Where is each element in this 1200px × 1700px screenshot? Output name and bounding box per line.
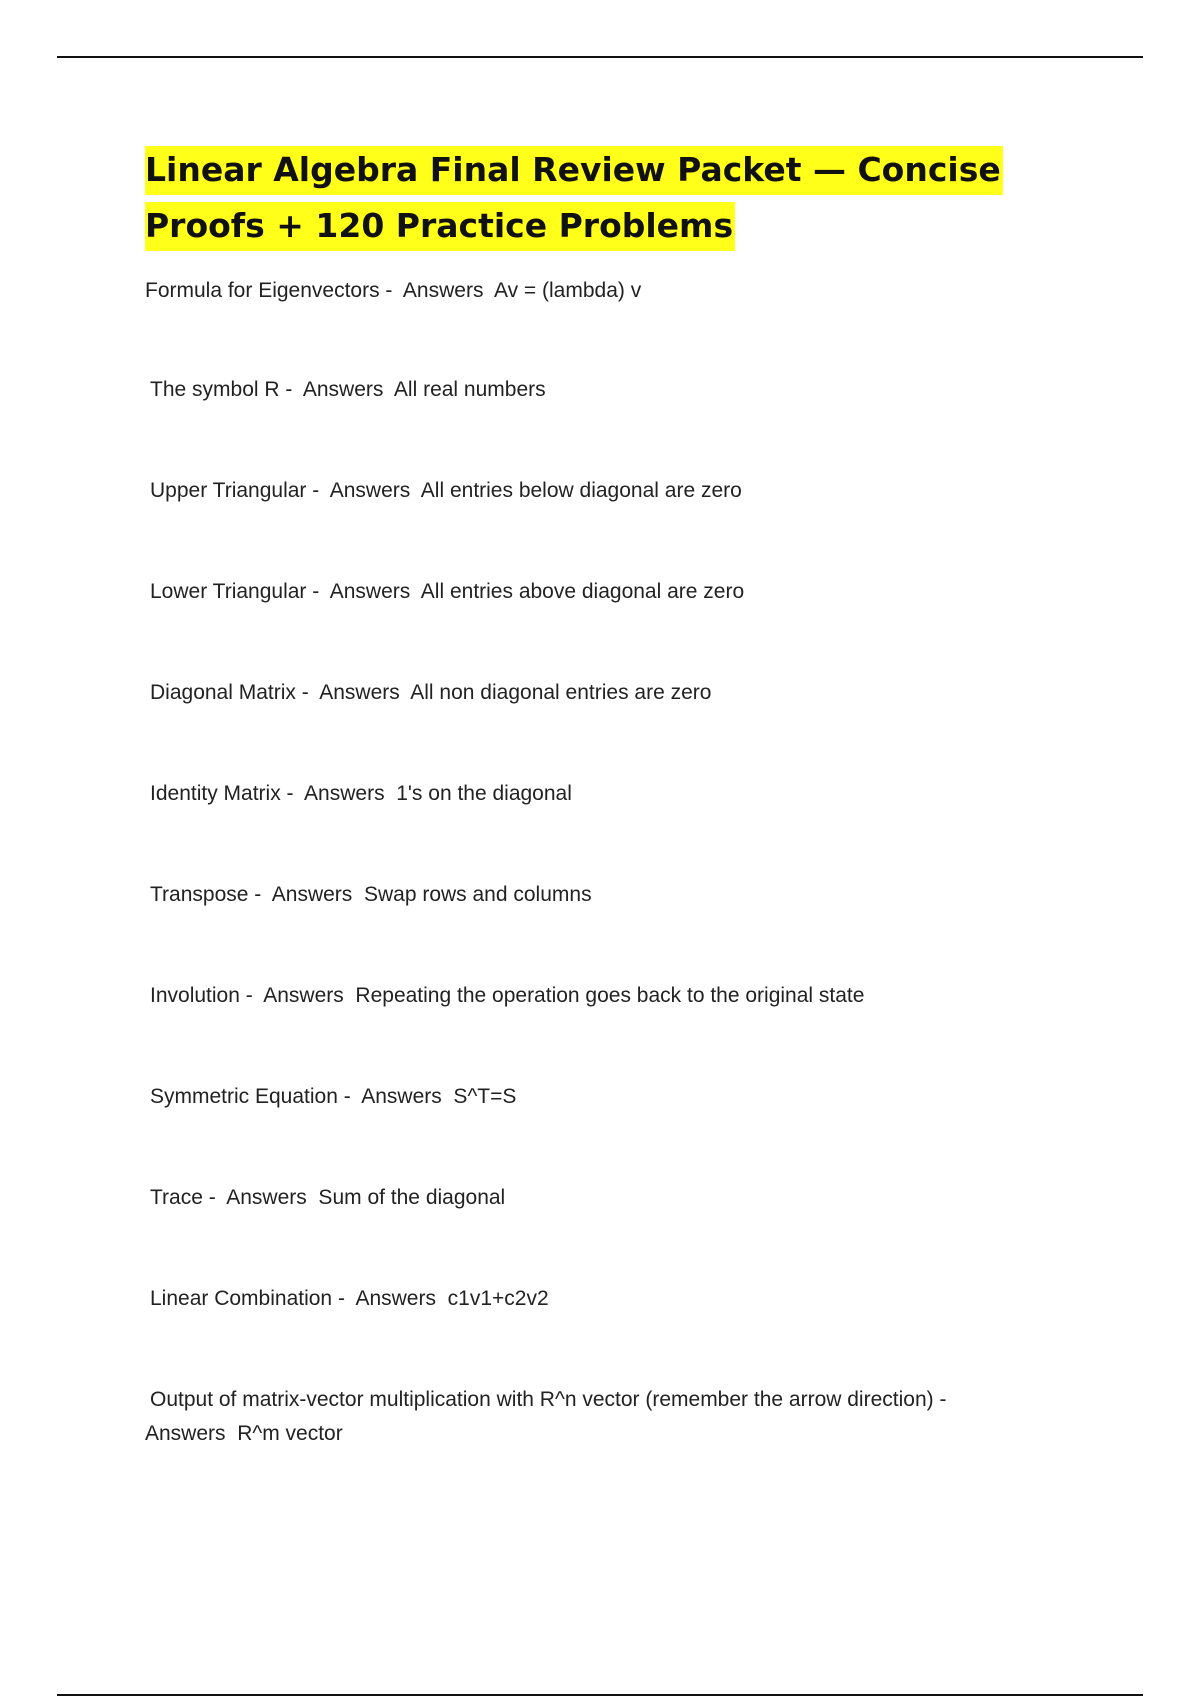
entry-symmetric-equation: Symmetric Equation - Answers S^T=S xyxy=(150,1085,517,1108)
entry-eigenvectors: Formula for Eigenvectors - Answers Av = (lambda) v xyxy=(145,279,642,302)
footer-rule xyxy=(57,1694,1143,1696)
document-title xyxy=(145,142,1075,254)
entry-trace: Trace - Answers Sum of the diagonal xyxy=(150,1186,506,1209)
header-rule xyxy=(57,56,1143,58)
entry-upper-triangular: Upper Triangular - Answers All entries below diagonal are zero xyxy=(150,479,742,502)
entry-lower-triangular: Lower Triangular - Answers All entries above diagonal are zero xyxy=(150,580,745,603)
entry-diagonal-matrix: Diagonal Matrix - Answers All non diagonal entries are zero xyxy=(150,681,712,704)
entry-symbol-r: The symbol R - Answers All real numbers xyxy=(150,378,546,401)
entry-matrix-vector-output: Output of matrix-vector multiplication with R^n vector (remember the arrow direction) - Answers R^m vector xyxy=(145,1388,952,1445)
entry-transpose: Transpose - Answers Swap rows and columns xyxy=(150,883,592,906)
title-highlight: Linear Algebra Final Review Packet — Concise Proofs + 120 Practice Problems xyxy=(145,146,1003,251)
entry-linear-combination: Linear Combination - Answers c1v1+c2v2 xyxy=(150,1287,549,1310)
entry-involution: Involution - Answers Repeating the operation goes back to the original state xyxy=(150,984,865,1007)
entry-identity-matrix: Identity Matrix - Answers 1's on the diagonal xyxy=(150,782,572,805)
